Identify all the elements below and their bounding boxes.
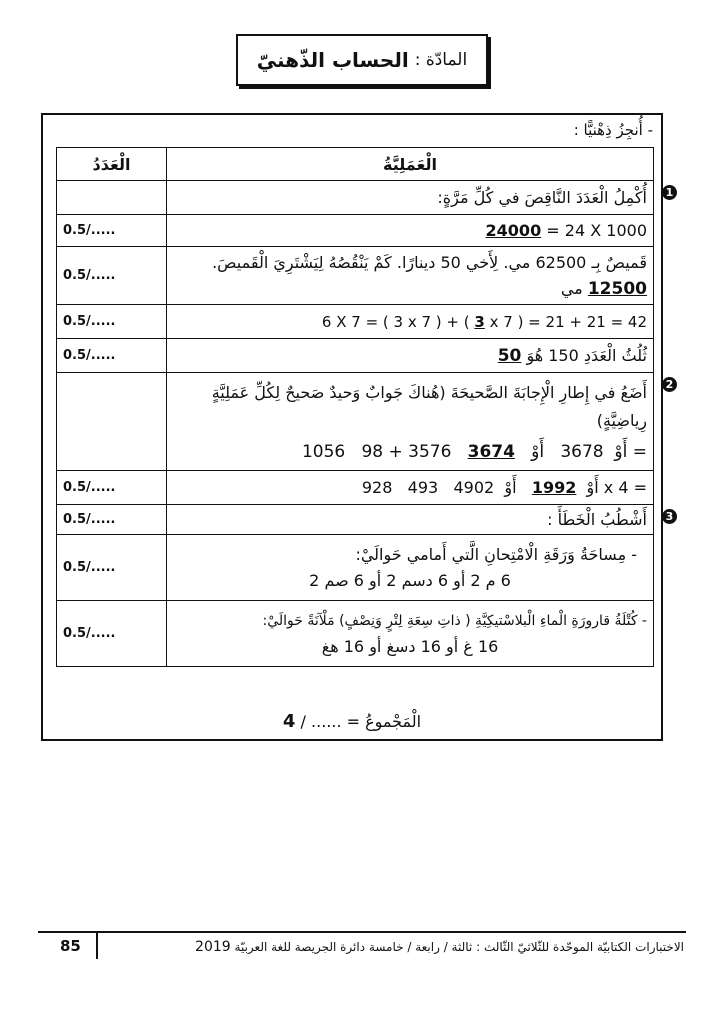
footer-divider bbox=[38, 931, 686, 933]
subject-title-box bbox=[236, 34, 488, 86]
score-cell: 0.5/..... bbox=[57, 215, 167, 247]
table-row bbox=[57, 339, 654, 373]
table-row bbox=[57, 471, 654, 505]
q1a-answer: 24000 bbox=[485, 221, 542, 240]
total-row bbox=[43, 711, 661, 732]
footer-year: 2019 bbox=[195, 939, 231, 955]
q1a-expression: = 24 X 1000 bbox=[546, 221, 647, 240]
question-marker-1: 1 bbox=[662, 185, 677, 200]
q2b-answer: 1992 bbox=[531, 478, 577, 497]
q1-instruction: أُكْمِلُ الْعَدَدَ النَّاقِصَ في كُلِّ مَرَّةٍ: bbox=[437, 188, 647, 207]
q3b-options: 16 غ أو 16 دسغ أو 16 هغ bbox=[321, 636, 499, 656]
subject-label: المادّة : bbox=[414, 50, 468, 70]
column-header-number: الْعَدَدُ bbox=[57, 148, 167, 181]
table-row bbox=[57, 535, 654, 601]
q2b-cell bbox=[167, 471, 654, 505]
subject-name: الحساب الذّهنيّ bbox=[256, 48, 409, 72]
table-row bbox=[57, 505, 654, 535]
q3-instruction-cell bbox=[167, 505, 674, 535]
q1b-unit: مي bbox=[560, 278, 583, 298]
table-row bbox=[57, 305, 654, 339]
q1c-expr-pre: 6 X 7 = ( 3 x 7 ) + ( bbox=[321, 312, 470, 331]
q1c-cell bbox=[167, 305, 654, 339]
q2b-option-1: 4902 bbox=[453, 478, 495, 497]
q3a-text: - مِساحَةُ وَرَقَةِ الْامْتِحانِ الَّتي أَمامي حَوالَيْ: bbox=[355, 544, 637, 564]
question-marker-2: 2 bbox=[662, 377, 677, 392]
table-row bbox=[57, 373, 654, 471]
footer-text bbox=[108, 939, 684, 955]
table-row bbox=[57, 181, 654, 215]
exercise-intro: - أُنجِزُ ذِهْنيًّا : bbox=[573, 121, 653, 139]
operations-table bbox=[56, 147, 674, 667]
q2a-answer: 3674 bbox=[467, 441, 515, 462]
table-row bbox=[57, 601, 654, 667]
score-cell: 0.5/..... bbox=[57, 247, 167, 305]
q3a-cell bbox=[167, 535, 654, 601]
table-row bbox=[57, 215, 654, 247]
q3a-options: 6 م 2 أو 6 دسم 2 أو 6 صم 2 bbox=[309, 570, 511, 590]
q1a-cell bbox=[167, 215, 654, 247]
total-label: الْمَجْموعُ = ...... / bbox=[300, 712, 422, 731]
score-cell: 0.5/..... bbox=[57, 505, 167, 535]
table-header-row bbox=[57, 148, 654, 181]
score-cell: 0.5/..... bbox=[57, 471, 167, 505]
q2a-expression: 3576 + 98 = bbox=[361, 441, 647, 462]
q1c-expr-post: x 7 ) = 21 + 21 = 42 bbox=[489, 312, 647, 331]
score-cell: 0.5/..... bbox=[57, 339, 167, 373]
q3b-cell bbox=[167, 601, 654, 667]
table-row bbox=[57, 247, 654, 305]
q1b-text: قَميصٌ بِـ 62500 مي. لِأَخي 50 دينارًا. كَمْ يَنْقُصُهُ لِيَشْتَرِيَ الْقَميصَ. bbox=[212, 252, 647, 272]
q3-instruction: أَشْطُبُ الْخَطَأَ : bbox=[547, 510, 647, 529]
empty-cell bbox=[57, 373, 167, 471]
q2b-or: أَوْ bbox=[586, 478, 599, 497]
score-cell: 0.5/..... bbox=[57, 535, 167, 601]
q2a-or: أَوْ bbox=[614, 441, 628, 462]
score-cell: 0.5/..... bbox=[57, 305, 167, 339]
column-header-operation: الْعَمَلِيَّةُ bbox=[167, 148, 654, 181]
q1b-answer: 12500 bbox=[587, 278, 647, 299]
q1d-answer: 50 bbox=[497, 345, 522, 366]
score-cell: 0.5/..... bbox=[57, 601, 167, 667]
q3b-text: - كُتْلَةُ قارورَةِ الْماءِ الْبلاسْتيكِيَّةِ ( ذاتِ سِعَةِ لِتْرٍ وَنِصْفٍ) مَلْآنَةً حَوالَيْ: bbox=[262, 612, 647, 629]
q2b-expression: 493 x 4 = bbox=[407, 478, 647, 497]
q1d-cell bbox=[167, 339, 654, 373]
q2a-option-2: 3678 bbox=[560, 441, 604, 462]
page-number: 85 bbox=[60, 937, 81, 955]
q1-instruction-cell bbox=[167, 181, 674, 215]
question-marker-3: 3 bbox=[662, 509, 677, 524]
q2a-option-3: 1056 bbox=[301, 441, 346, 462]
q2-instruction: أَضَعُ في إِطارِ الْإِجابَةَ الصَّحيحَةَ (هُناكَ جَوابٌ وَحيدٌ صَحيحٌ لِكُلِّ عَمَلِيَّةٍ رِياضِيَّةٍ) bbox=[211, 382, 647, 430]
footer-separator bbox=[96, 933, 98, 959]
empty-cell bbox=[57, 181, 167, 215]
exam-frame bbox=[41, 113, 674, 741]
q1c-answer: 3 bbox=[474, 312, 485, 331]
q2a-or: أَوْ bbox=[531, 441, 545, 462]
footer-caption: الاختبارات الكتابيّة الموحّدة للثّلاثيّ الثّالث : ثالثة / رابعة / خامسة دائرة الجريصة للغة العربيّة bbox=[234, 940, 684, 954]
q1b-cell bbox=[167, 247, 654, 305]
q1d-text: ثُلُثُ الْعَدَدِ 150 هُوَ bbox=[526, 345, 647, 365]
q2a-cell bbox=[167, 373, 674, 471]
total-value: 4 bbox=[282, 711, 296, 732]
q2b-or: أَوْ bbox=[504, 478, 517, 497]
q2b-option-3: 928 bbox=[361, 478, 393, 497]
